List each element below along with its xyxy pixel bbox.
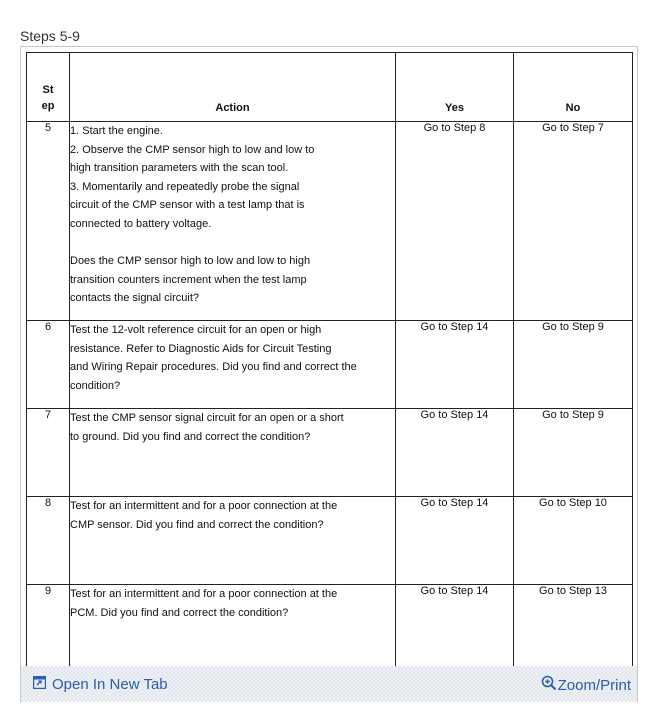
document-frame <box>20 46 638 702</box>
step-action: 1. Start the engine. 2. Observe the CMP sensor high to low and low to high transition parameters with the scan tool. 3. Momentarily and repeatedly probe the signal circuit of the CMP sensor with a test lamp that is connected to battery voltage. Does the CMP sensor high to low and low to high transition counters increment when the test lamp contacts the signal circuit? <box>70 122 396 321</box>
header-yes: Yes <box>396 53 514 122</box>
step-action: Test the 12-volt reference circuit for an open or high resistance. Refer to Diagnostic Aids for Circuit Testing and Wiring Repair procedures. Did you find and correct the condition? <box>70 321 396 409</box>
zoom-print-label: Zoom/Print <box>557 677 631 694</box>
step-number: 7 <box>27 409 70 497</box>
step-no-result: Go to Step 7 <box>514 122 633 321</box>
step-number: 6 <box>27 321 70 409</box>
table-row <box>27 409 633 497</box>
step-yes-result: Go to Step 14 <box>396 321 514 409</box>
header-action: Action <box>70 53 396 122</box>
table-row <box>27 497 633 585</box>
table-caption: Steps 5-9 <box>20 28 80 44</box>
step-no-result: Go to Step 9 <box>514 321 633 409</box>
step-action: Test for an intermittent and for a poor connection at the PCM. Did you find and correct the condition? <box>70 585 396 673</box>
step-action: Test for an intermittent and for a poor connection at the CMP sensor. Did you find and correct the condition? <box>70 497 396 585</box>
header-step: St ep <box>27 53 70 122</box>
diagnostic-steps-table <box>26 52 633 673</box>
step-yes-result: Go to Step 14 <box>396 497 514 585</box>
table-row <box>27 122 633 321</box>
step-yes-result: Go to Step 14 <box>396 409 514 497</box>
zoom-magnifier-icon <box>541 675 557 695</box>
table-row <box>27 321 633 409</box>
step-number: 5 <box>27 122 70 321</box>
zoom-print-link[interactable] <box>541 675 631 695</box>
step-no-result: Go to Step 9 <box>514 409 633 497</box>
step-number: 9 <box>27 585 70 673</box>
step-no-result: Go to Step 10 <box>514 497 633 585</box>
header-no: No <box>514 53 633 122</box>
table-footer-bar <box>21 666 637 702</box>
header-row <box>27 53 633 122</box>
open-in-new-tab-label: Open In New Tab <box>52 676 168 693</box>
open-new-tab-icon <box>33 676 46 693</box>
step-number: 8 <box>27 497 70 585</box>
step-action: Test the CMP sensor signal circuit for an open or a short to ground. Did you find and correct the condition? <box>70 409 396 497</box>
step-no-result: Go to Step 13 <box>514 585 633 673</box>
step-yes-result: Go to Step 14 <box>396 585 514 673</box>
table-row <box>27 585 633 673</box>
step-yes-result: Go to Step 8 <box>396 122 514 321</box>
open-in-new-tab-link[interactable] <box>33 676 168 693</box>
